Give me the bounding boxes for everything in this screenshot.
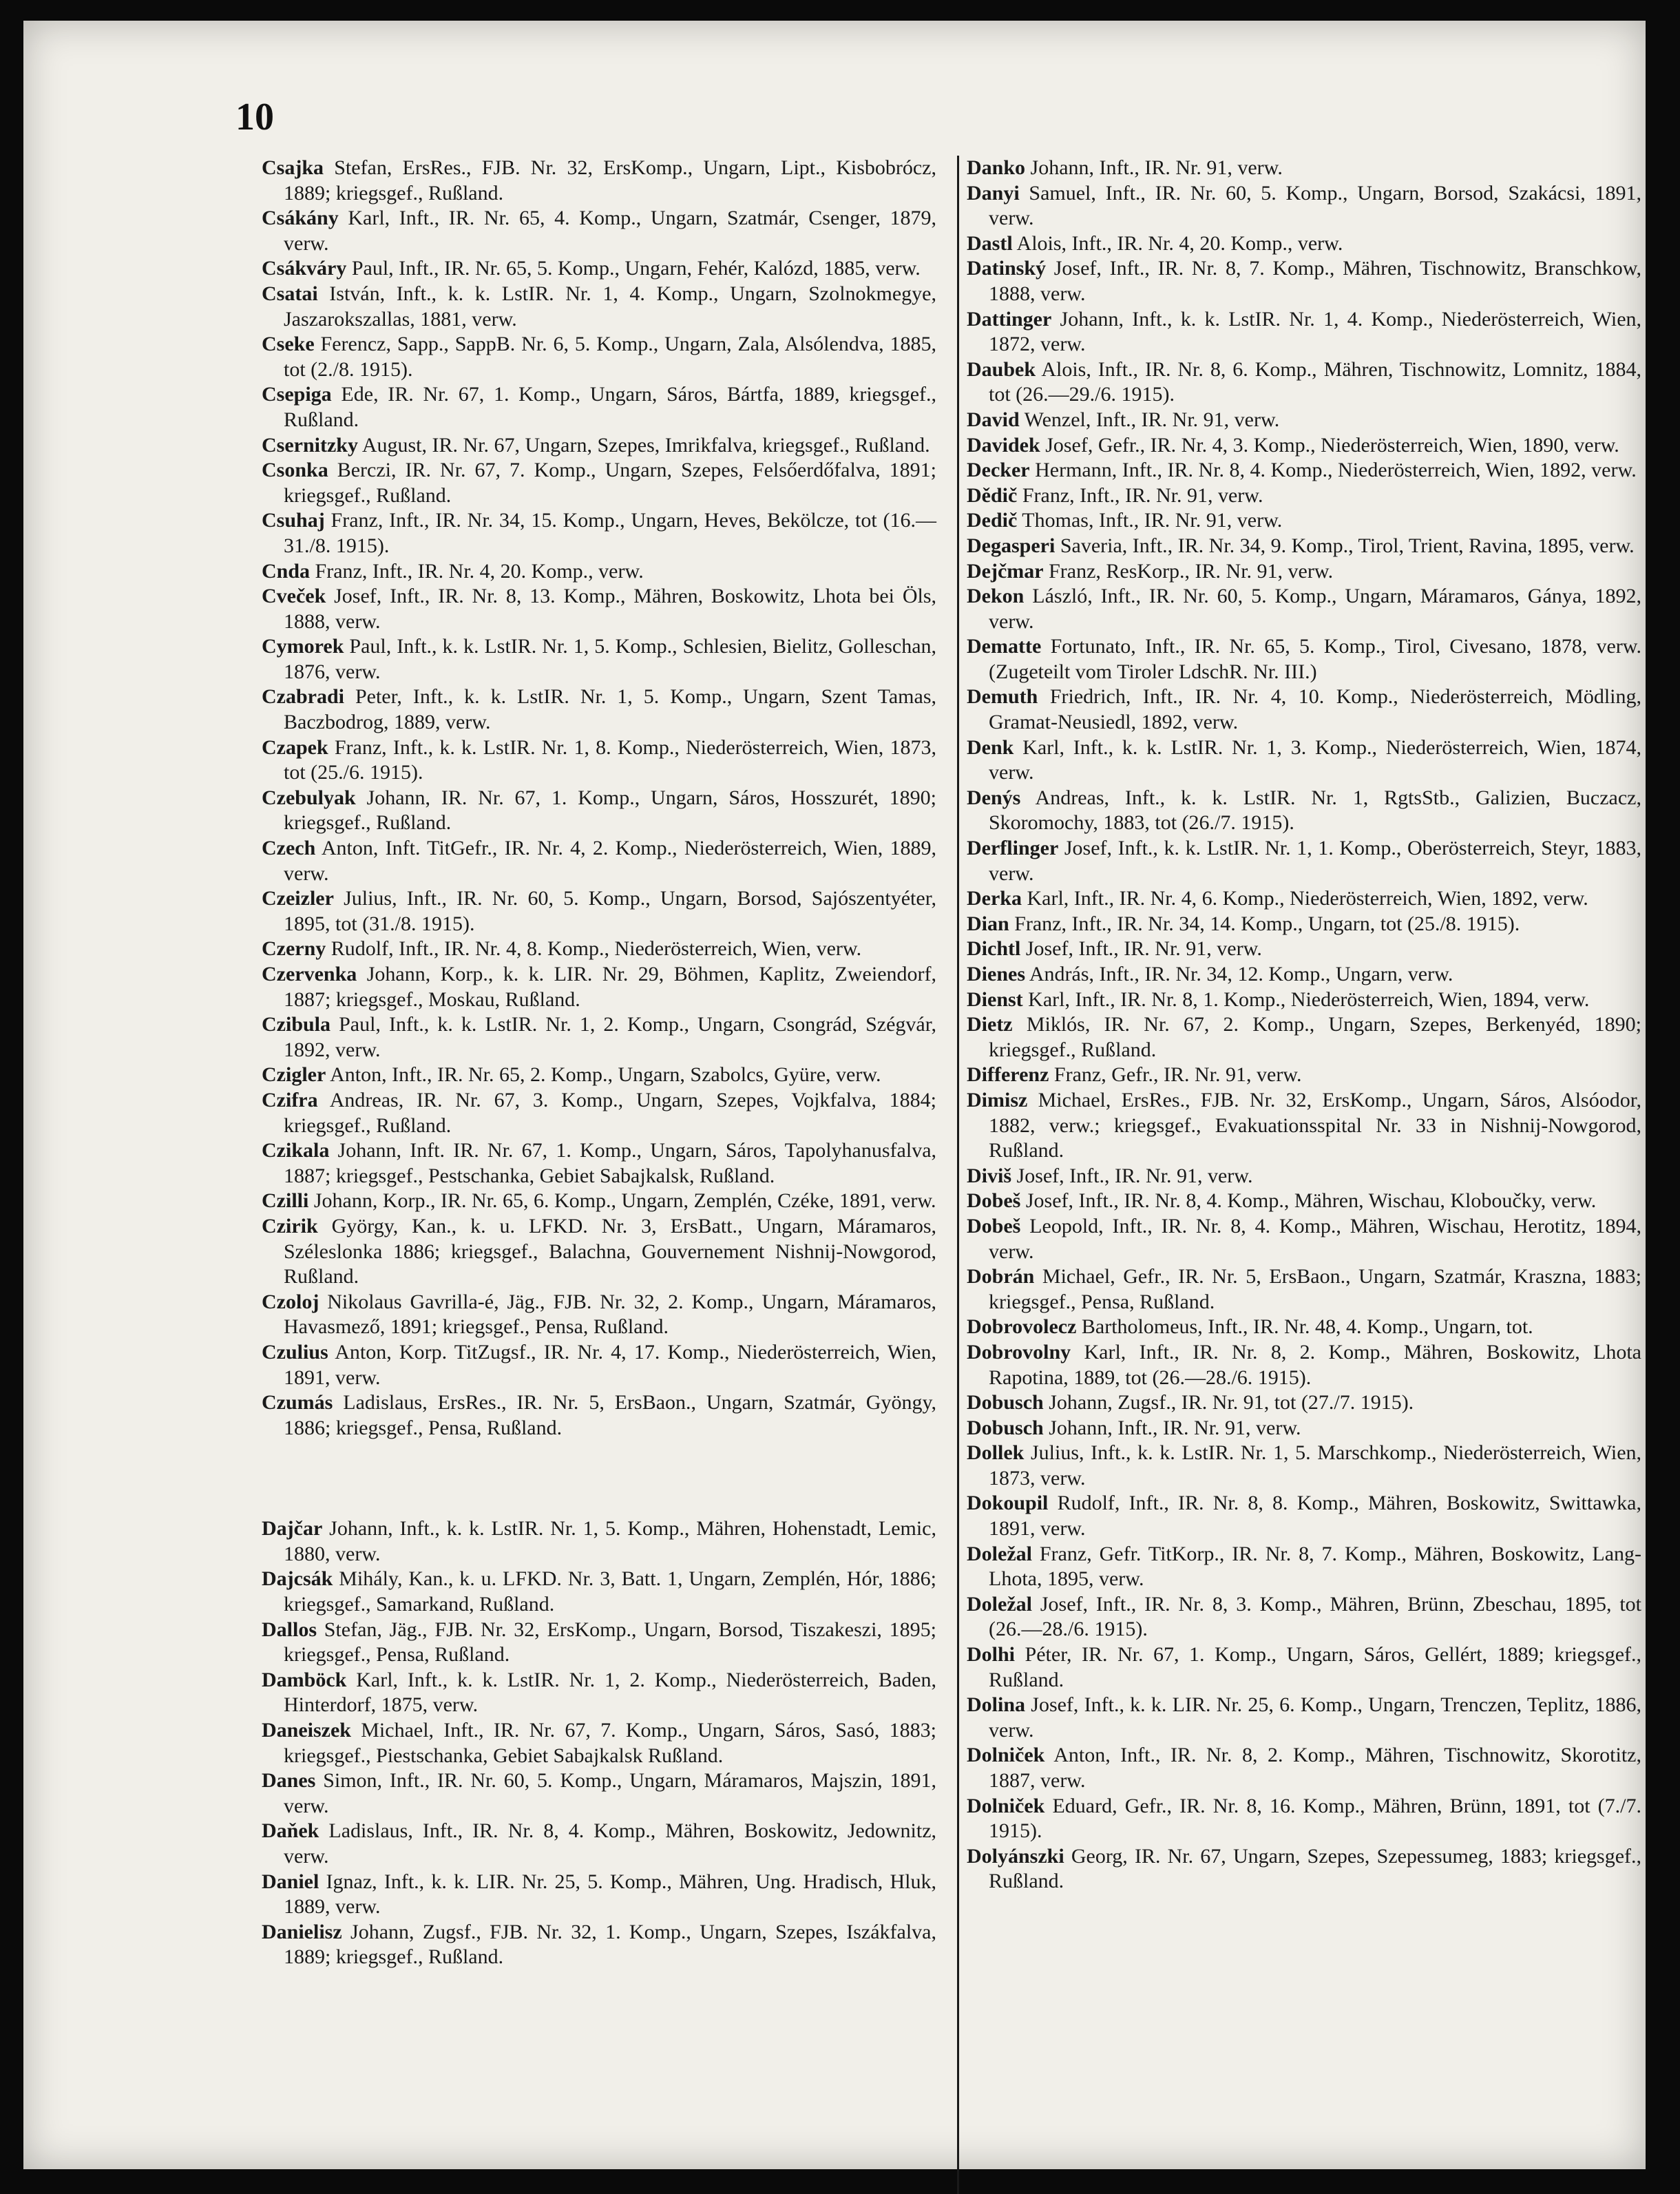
entry-details: Karl, Inft., k. k. LstIR. Nr. 1, 3. Komp., Niederösterreich, Wien, 1874, verw. (989, 735, 1641, 784)
entry-surname: Csuhaj (262, 509, 325, 532)
entry-surname: Czigler (262, 1063, 326, 1087)
entry-surname: Csepiga (262, 383, 332, 406)
entry-surname: Dastl (967, 231, 1013, 255)
register-entry (262, 458, 936, 508)
entry-surname: Danyi (967, 181, 1020, 205)
entry-surname: Denýs (967, 786, 1021, 809)
register-entry (262, 634, 936, 685)
register-entry (262, 1768, 936, 1819)
register-entry (262, 1214, 936, 1290)
entry-details: Franz, Inft., IR. Nr. 34, 15. Komp., Ungarn, Heves, Bekölcze, tot (16.—31./8. 1915). (284, 509, 936, 557)
register-entry (967, 1214, 1641, 1264)
entry-details: Stefan, ErsRes., FJB. Nr. 32, ErsKomp., Ungarn, Lipt., Kisbobrócz, 1889; kriegsgef., Rußland. (284, 156, 936, 205)
entry-details: Péter, IR. Nr. 67, 1. Komp., Ungarn, Sáros, Gellért, 1889; kriegsgef., Rußland. (989, 1643, 1641, 1691)
entry-details: Johann, Korp., IR. Nr. 65, 6. Komp., Ungarn, Zemplén, Czéke, 1891, verw. (313, 1189, 936, 1213)
entry-details: Rudolf, Inft., IR. Nr. 4, 8. Komp., Niederösterreich, Wien, verw. (330, 937, 862, 961)
register-entry (967, 1844, 1641, 1894)
entry-details: Georg, IR. Nr. 67, Ungarn, Szepes, Szepessumeg, 1883; kriegsgef., Rußland. (989, 1844, 1642, 1893)
register-entry (967, 1063, 1641, 1088)
entry-details: Johann, IR. Nr. 67, 1. Komp., Ungarn, Sáros, Hosszurét, 1890; kriegsgef., Rußland. (284, 786, 937, 835)
register-entry (967, 1794, 1641, 1844)
entry-surname: Dobusch (967, 1416, 1044, 1439)
entry-surname: Czifra (262, 1088, 318, 1111)
entry-surname: Derflinger (967, 837, 1059, 860)
entry-details: Franz, Inft., k. k. LstIR. Nr. 1, 8. Komp., Niederösterreich, Wien, 1873, tot (25./6. 1915). (284, 735, 936, 784)
entry-surname: Dienst (967, 988, 1023, 1011)
register-entry (262, 836, 936, 886)
register-entry (967, 1693, 1641, 1743)
entry-details: Josef, Inft., IR. Nr. 8, 7. Komp., Mähren, Tischnowitz, Branschkow, 1888, verw. (989, 257, 1642, 305)
entry-details: András, Inft., IR. Nr. 34, 12. Komp., Ungarn, verw. (1029, 963, 1453, 985)
entry-surname: Dekon (967, 585, 1025, 608)
entry-details: Johann, Inft., k. k. LstIR. Nr. 1, 5. Komp., Mähren, Hohenstadt, Lemic, 1880, verw. (284, 1517, 936, 1565)
register-entry (967, 1416, 1641, 1441)
register-entry (967, 1315, 1641, 1340)
register-entry (967, 1264, 1641, 1315)
register-entry (967, 836, 1641, 886)
entry-surname: Dobusch (967, 1391, 1044, 1414)
entry-details: Rudolf, Inft., IR. Nr. 8, 8. Komp., Mähren, Boskowitz, Swittawka, 1891, verw. (989, 1492, 1641, 1540)
entry-surname: Dienes (967, 963, 1025, 985)
document-page (23, 21, 1646, 2169)
register-entry (967, 1340, 1641, 1390)
entry-details: Franz, Gefr., IR. Nr. 91, verw. (1053, 1063, 1302, 1087)
register-entry (967, 584, 1641, 634)
entry-surname: Daneiszek (262, 1719, 351, 1742)
entry-details: Samuel, Inft., IR. Nr. 60, 5. Komp., Ungarn, Borsod, Szakácsi, 1891, verw. (989, 181, 1641, 230)
entry-details: Ferencz, Sapp., SappB. Nr. 6, 5. Komp., Ungarn, Zala, Alsólendva, 1885, tot (2./8. 1915). (284, 333, 937, 381)
entry-surname: Dedič (967, 509, 1018, 532)
register-entry (967, 508, 1641, 534)
register-entry (967, 1164, 1641, 1189)
register-entry (262, 1012, 936, 1063)
entry-surname: Dolniček (967, 1794, 1045, 1817)
entry-details: Michael, ErsRes., FJB. Nr. 32, ErsKomp., Ungarn, Sáros, Alsóodor, 1882, verw.; kriegsgef., Evakuationsspital Nr. 33 in Nishnij-Nowgorod, Rußland. (989, 1088, 1641, 1162)
register-entry (967, 886, 1641, 912)
entry-details: Franz, Inft., IR. Nr. 34, 14. Komp., Ungarn, tot (25./8. 1915). (1014, 912, 1520, 935)
entry-surname: Czulius (262, 1340, 328, 1364)
register-entry (262, 282, 936, 332)
register-entry (262, 1088, 936, 1138)
entry-surname: Dolniček (967, 1744, 1045, 1767)
entry-surname: Danes (262, 1769, 316, 1793)
register-entry (967, 786, 1641, 836)
entry-details: Paul, Inft., k. k. LstIR. Nr. 1, 5. Komp., Schlesien, Bielitz, Golleschan, 1876, verw. (284, 635, 937, 683)
entry-surname: Doležal (967, 1592, 1032, 1616)
entry-surname: Csajka (262, 156, 324, 179)
entry-surname: Dobrovolny (967, 1340, 1071, 1364)
entry-details: Ede, IR. Nr. 67, 1. Komp., Ungarn, Sáros, Bártfa, 1889, kriegsgef., Rußland. (284, 383, 937, 431)
register-entry (967, 1642, 1641, 1693)
entry-surname: Doležal (967, 1542, 1032, 1565)
entry-details: Anton, Inft., IR. Nr. 8, 2. Komp., Mähren, Tischnowitz, Skorotitz, 1887, verw. (989, 1744, 1641, 1792)
entry-details: Karl, Inft., IR. Nr. 8, 1. Komp., Niederösterreich, Wien, 1894, verw. (1028, 988, 1590, 1011)
entry-details: Franz, Gefr. TitKorp., IR. Nr. 8, 7. Komp., Mähren, Boskowitz, Lang-Lhota, 1895, verw. (989, 1542, 1641, 1591)
register-entry (262, 1189, 936, 1214)
register-entry (262, 1567, 936, 1617)
entry-details: Johann, Inft., IR. Nr. 91, verw. (1030, 156, 1283, 179)
register-entry (262, 786, 936, 836)
register-entry (262, 962, 936, 1012)
register-entry (262, 1819, 936, 1869)
entry-surname: Differenz (967, 1063, 1049, 1087)
entry-surname: Czeizler (262, 887, 334, 910)
entry-details: Michael, Gefr., IR. Nr. 5, ErsBaon., Ungarn, Szatmár, Kraszna, 1883; kriegsgef., Pensa, Rußland. (989, 1265, 1641, 1313)
entry-surname: Dollek (967, 1441, 1025, 1465)
entry-details: Thomas, Inft., IR. Nr. 91, verw. (1022, 509, 1283, 532)
entry-surname: Dědič (967, 483, 1018, 507)
entry-details: Johann, Inft., k. k. LstIR. Nr. 1, 4. Komp., Niederösterreich, Wien, 1872, verw. (989, 307, 1642, 356)
entry-details: Ladislaus, ErsRes., IR. Nr. 5, ErsBaon., Ungarn, Szatmár, Gyöngy, 1886; kriegsgef., Pensa, Rußland. (284, 1391, 937, 1439)
register-entry (262, 1618, 936, 1668)
register-entry (262, 382, 936, 432)
entry-details: Karl, Inft., IR. Nr. 4, 6. Komp., Niederösterreich, Wien, 1892, verw. (1027, 887, 1588, 910)
entry-surname: Csernitzky (262, 433, 358, 457)
entry-details: Andreas, IR. Nr. 67, 3. Komp., Ungarn, Szepes, Vojkfalva, 1884; kriegsgef., Rußland. (284, 1088, 936, 1137)
entry-surname: Damböck (262, 1668, 347, 1691)
register-entry (967, 1743, 1641, 1793)
entry-surname: Czerny (262, 937, 326, 961)
entry-details: Julius, Inft., IR. Nr. 60, 5. Komp., Ungarn, Borsod, Sajószentyéter, 1895, tot (31./8. 1915). (284, 887, 936, 935)
entry-surname: Dolhi (967, 1643, 1016, 1667)
entry-details: Johann, Zugsf., FJB. Nr. 32, 1. Komp., Ungarn, Szepes, Iszákfalva, 1889; kriegsgef., Rußland. (284, 1920, 936, 1969)
entry-details: Bartholomeus, Inft., IR. Nr. 48, 4. Komp., Ungarn, tot. (1081, 1315, 1533, 1339)
register-entry (262, 1718, 936, 1768)
column-divider (957, 156, 959, 2194)
entry-surname: Dichtl (967, 937, 1021, 961)
entry-surname: Decker (967, 459, 1030, 482)
entry-details: Franz, Inft., IR. Nr. 4, 20. Komp., verw. (315, 559, 644, 583)
entry-surname: Cnda (262, 559, 311, 583)
entry-details: Josef, Inft., k. k. LstIR. Nr. 1, 1. Komp., Oberösterreich, Steyr, 1883, verw. (989, 837, 1642, 885)
register-entry (967, 458, 1641, 483)
entry-details: Wenzel, Inft., IR. Nr. 91, verw. (1024, 408, 1280, 431)
entry-details: Friedrich, Inft., IR. Nr. 4, 10. Komp., Niederösterreich, Mödling, Gramat-Neusiedl, 1892, verw. (989, 685, 1641, 734)
register-entry (967, 1592, 1641, 1642)
register-entry (967, 231, 1641, 257)
register-entry (967, 181, 1641, 231)
entry-details: Josef, Inft., IR. Nr. 8, 3. Komp., Mähren, Brünn, Zbeschau, 1895, tot (26.—28./6. 1915). (989, 1592, 1641, 1641)
entry-surname: Czumás (262, 1391, 333, 1414)
entry-details: Alois, Inft., IR. Nr. 4, 20. Komp., verw. (1016, 231, 1343, 255)
entry-details: Hermann, Inft., IR. Nr. 8, 4. Komp., Niederösterreich, Wien, 1892, verw. (1035, 459, 1637, 482)
register-entry (967, 634, 1641, 685)
register-entry (967, 534, 1641, 559)
entry-details: Andreas, Inft., k. k. LstIR. Nr. 1, RgtsStb., Galizien, Buczacz, Skoromochy, 1883, tot (26./7. 1915). (989, 786, 1641, 835)
register-entry (262, 256, 936, 282)
entry-surname: David (967, 408, 1020, 431)
entry-details: István, Inft., k. k. LstIR. Nr. 1, 4. Komp., Ungarn, Szolnokmegye, Jaszarokszallas, 1881, verw. (284, 282, 936, 331)
entry-details: Nikolaus Gavrilla-é, Jäg., FJB. Nr. 32, 2. Komp., Ungarn, Máramaros, Havasmező, 1891; kriegsgef., Pensa, Rußland. (284, 1290, 936, 1339)
entry-details: Franz, ResKorp., IR. Nr. 91, verw. (1049, 559, 1334, 583)
left-column (262, 156, 936, 1970)
entry-details: Josef, Inft., IR. Nr. 8, 13. Komp., Mähren, Boskowitz, Lhota bei Öls, 1888, verw. (284, 585, 937, 633)
entry-surname: Czebulyak (262, 786, 356, 809)
register-entry (967, 1491, 1641, 1541)
register-entry (262, 685, 936, 735)
entry-details: Saveria, Inft., IR. Nr. 34, 9. Komp., Tirol, Trient, Ravina, 1895, verw. (1060, 534, 1635, 557)
entry-surname: Czapek (262, 735, 328, 759)
entry-surname: Czabradi (262, 685, 344, 709)
entry-surname: Dematte (967, 635, 1042, 658)
entry-details: Ignaz, Inft., k. k. LIR. Nr. 25, 5. Komp., Mähren, Ung. Hradisch, Hluk, 1889, verw. (284, 1870, 936, 1919)
entry-surname: Diviš (967, 1164, 1012, 1187)
register-entry (967, 937, 1641, 962)
register-entry (262, 1870, 936, 1920)
entry-details: Anton, Inft. TitGefr., IR. Nr. 4, 2. Komp., Niederösterreich, Wien, 1889, verw. (284, 837, 936, 885)
entry-surname: Dietz (967, 1013, 1013, 1036)
register-entry (262, 332, 936, 382)
entry-details: Karl, Inft., k. k. LstIR. Nr. 1, 2. Komp., Niederösterreich, Baden, Hinterdorf, 1875, verw. (284, 1668, 937, 1717)
register-entry (967, 156, 1641, 181)
entry-surname: Danko (967, 156, 1026, 179)
entry-surname: Csákváry (262, 257, 347, 280)
register-entry (967, 962, 1641, 988)
entry-details: Ladislaus, Inft., IR. Nr. 8, 4. Komp., Mähren, Boskowitz, Jedownitz, verw. (284, 1819, 937, 1868)
entry-details: Johann, Zugsf., IR. Nr. 91, tot (27./7. 1915). (1049, 1391, 1414, 1414)
entry-surname: Csákány (262, 207, 339, 230)
register-entry (262, 156, 936, 206)
entry-surname: Dattinger (967, 307, 1052, 331)
entry-details: György, Kan., k. u. LFKD. Nr. 3, ErsBatt., Ungarn, Máramaros, Széleslonka 1886; kriegsgef., Balachna, Gouvernement Nishnij-Nowgorod, Rußland. (284, 1214, 936, 1288)
entry-details: Stefan, Jäg., FJB. Nr. 32, ErsKomp., Ungarn, Borsod, Tiszakeszi, 1895; kriegsgef., Pensa, Rußland. (284, 1618, 936, 1667)
register-entry (967, 408, 1641, 433)
register-entry (967, 1012, 1641, 1063)
entry-details: Julius, Inft., k. k. LstIR. Nr. 1, 5. Marschkomp., Niederösterreich, Wien, 1873, verw. (989, 1441, 1642, 1490)
entry-surname: Cveček (262, 585, 326, 608)
entry-details: Paul, Inft., k. k. LstIR. Nr. 1, 2. Komp., Ungarn, Csongrád, Szégvár, 1892, verw. (284, 1013, 937, 1061)
right-column (967, 156, 1641, 1894)
entry-surname: Daniel (262, 1870, 319, 1893)
entry-surname: Dallos (262, 1618, 317, 1641)
entry-details: Johann, Inft., IR. Nr. 91, verw. (1049, 1416, 1301, 1439)
entry-details: Josef, Inft., IR. Nr. 91, verw. (1016, 1164, 1253, 1187)
entry-details: Alois, Inft., IR. Nr. 8, 6. Komp., Mähren, Tischnowitz, Lomnitz, 1884, tot (26.—29./6. 1915). (989, 357, 1641, 406)
entry-surname: Dolyánszki (967, 1844, 1064, 1868)
entry-surname: Dajcsák (262, 1567, 333, 1591)
register-entry (967, 559, 1641, 585)
register-entry (262, 433, 936, 459)
entry-surname: Czirik (262, 1214, 318, 1237)
entry-details: Simon, Inft., IR. Nr. 60, 5. Komp., Ungarn, Máramaros, Majszin, 1891, verw. (284, 1769, 936, 1817)
entry-details: Franz, Inft., IR. Nr. 91, verw. (1022, 483, 1263, 507)
register-entry (262, 735, 936, 786)
entry-surname: Czech (262, 837, 316, 860)
register-entry (262, 1920, 936, 1970)
entry-surname: Czikala (262, 1139, 330, 1162)
register-entry (967, 357, 1641, 408)
entry-surname: Dian (967, 912, 1009, 935)
register-entry (262, 1516, 936, 1567)
entry-details: Josef, Gefr., IR. Nr. 4, 3. Komp., Niederösterreich, Wien, 1890, verw. (1045, 433, 1619, 457)
register-entry (967, 256, 1641, 306)
entry-details: Josef, Inft., k. k. LIR. Nr. 25, 6. Komp., Ungarn, Trenczen, Teplitz, 1886, verw. (989, 1693, 1642, 1742)
entry-surname: Daňek (262, 1819, 319, 1843)
entry-surname: Czervenka (262, 963, 357, 985)
register-entry (262, 1063, 936, 1088)
register-entry (262, 937, 936, 962)
entry-details: Peter, Inft., k. k. LstIR. Nr. 1, 5. Komp., Ungarn, Szent Tamas, Baczbodrog, 1889, verw. (284, 685, 937, 734)
entry-surname: Dobeš (967, 1189, 1021, 1213)
register-entry (967, 483, 1641, 509)
entry-surname: Demuth (967, 685, 1038, 709)
entry-surname: Dobrovolecz (967, 1315, 1077, 1339)
entry-details: Anton, Inft., IR. Nr. 65, 2. Komp., Ungarn, Szabolcs, Gyüre, verw. (330, 1063, 881, 1087)
register-entry (262, 584, 936, 634)
entry-surname: Dimisz (967, 1088, 1028, 1111)
register-entry (967, 912, 1641, 937)
entry-surname: Czoloj (262, 1290, 319, 1313)
entry-surname: Czilli (262, 1189, 309, 1213)
entry-details: Fortunato, Inft., IR. Nr. 65, 5. Komp., Tirol, Civesano, 1878, verw. (Zugeteilt vom Tiroler LdschR. Nr. III.) (989, 635, 1641, 683)
entry-surname: Dolina (967, 1693, 1026, 1717)
entry-details: August, IR. Nr. 67, Ungarn, Szepes, Imrikfalva, kriegsgef., Rußland. (361, 433, 930, 457)
entry-surname: Dobeš (967, 1214, 1021, 1237)
entry-surname: Czibula (262, 1013, 331, 1036)
register-entry (967, 1088, 1641, 1164)
register-entry (262, 1668, 936, 1718)
entry-details: Mihály, Kan., k. u. LFKD. Nr. 3, Batt. 1, Ungarn, Zemplén, Hór, 1886; kriegsgef., Samarkand, Rußland. (284, 1567, 936, 1616)
entry-details: Josef, Inft., IR. Nr. 91, verw. (1025, 937, 1262, 961)
entry-details: Johann, Korp., k. k. LIR. Nr. 29, Böhmen, Kaplitz, Zweiendorf, 1887; kriegsgef., Moskau, Rußland. (284, 963, 936, 1011)
register-entry (262, 1290, 936, 1340)
register-entry (967, 685, 1641, 735)
register-entry (967, 735, 1641, 786)
register-entry (967, 988, 1641, 1013)
register-entry (262, 1340, 936, 1390)
entry-details: Paul, Inft., IR. Nr. 65, 5. Komp., Ungarn, Fehér, Kalózd, 1885, verw. (351, 257, 921, 280)
register-entry (967, 1542, 1641, 1592)
entry-details: Karl, Inft., IR. Nr. 8, 2. Komp., Mähren, Boskowitz, Lhota Rapotina, 1889, tot (26.—28./6. 1915). (989, 1340, 1641, 1389)
entry-surname: Davidek (967, 433, 1040, 457)
entry-surname: Denk (967, 735, 1014, 759)
entry-surname: Csonka (262, 459, 328, 482)
entry-surname: Dajčar (262, 1517, 323, 1540)
entry-details: Karl, Inft., IR. Nr. 65, 4. Komp., Ungarn, Szatmár, Csenger, 1879, verw. (284, 207, 936, 255)
entry-surname: Cymorek (262, 635, 344, 658)
entry-details: László, Inft., IR. Nr. 60, 5. Komp., Ungarn, Máramaros, Gánya, 1892, verw. (989, 585, 1641, 633)
entry-surname: Dokoupil (967, 1492, 1049, 1515)
entry-details: Miklós, IR. Nr. 67, 2. Komp., Ungarn, Szepes, Berkenyéd, 1890; kriegsgef., Rußland. (989, 1013, 1642, 1061)
entry-surname: Dobrán (967, 1265, 1035, 1288)
entry-details: Leopold, Inft., IR. Nr. 8, 4. Komp., Mähren, Wischau, Herotitz, 1894, verw. (989, 1214, 1642, 1263)
register-entry (262, 1138, 936, 1189)
entry-surname: Dejčmar (967, 559, 1044, 583)
register-entry (967, 433, 1641, 459)
entry-details: Berczi, IR. Nr. 67, 7. Komp., Ungarn, Szepes, Felsőerdőfalva, 1891; kriegsgef., Rußland. (284, 459, 936, 507)
entry-details: Josef, Inft., IR. Nr. 8, 4. Komp., Mähren, Wischau, Kloboučky, verw. (1025, 1189, 1597, 1213)
page-number: 10 (235, 96, 274, 138)
entry-surname: Datinský (967, 257, 1047, 280)
entry-details: Michael, Inft., IR. Nr. 67, 7. Komp., Ungarn, Sáros, Sasó, 1883; kriegsgef., Piestschanka, Gebiet Sabajkalsk Rußland. (284, 1719, 936, 1767)
register-entry (967, 1441, 1641, 1491)
entry-details: Eduard, Gefr., IR. Nr. 8, 16. Komp., Mähren, Brünn, 1891, tot (7./7. 1915). (989, 1794, 1641, 1843)
entry-surname: Csatai (262, 282, 318, 305)
entry-surname: Degasperi (967, 534, 1056, 557)
register-entry (262, 559, 936, 585)
register-entry (262, 1390, 936, 1441)
entry-surname: Danielisz (262, 1920, 342, 1943)
entry-details: Johann, Inft. IR. Nr. 67, 1. Komp., Ungarn, Sáros, Tapolyhanusfalva, 1887; kriegsgef., Pestschanka, Gebiet Sabajkalsk, Rußland. (284, 1139, 937, 1187)
register-entry (262, 206, 936, 256)
entry-surname: Cseke (262, 333, 315, 356)
register-entry (967, 1189, 1641, 1214)
register-entry (967, 1390, 1641, 1416)
entry-surname: Daubek (967, 357, 1036, 381)
entry-surname: Derka (967, 887, 1022, 910)
register-entry (262, 508, 936, 558)
register-entry (262, 886, 936, 937)
section-gap (262, 1441, 936, 1516)
entry-details: Anton, Korp. TitZugsf., IR. Nr. 4, 17. Komp., Niederösterreich, Wien, 1891, verw. (284, 1340, 936, 1389)
register-entry (967, 307, 1641, 357)
